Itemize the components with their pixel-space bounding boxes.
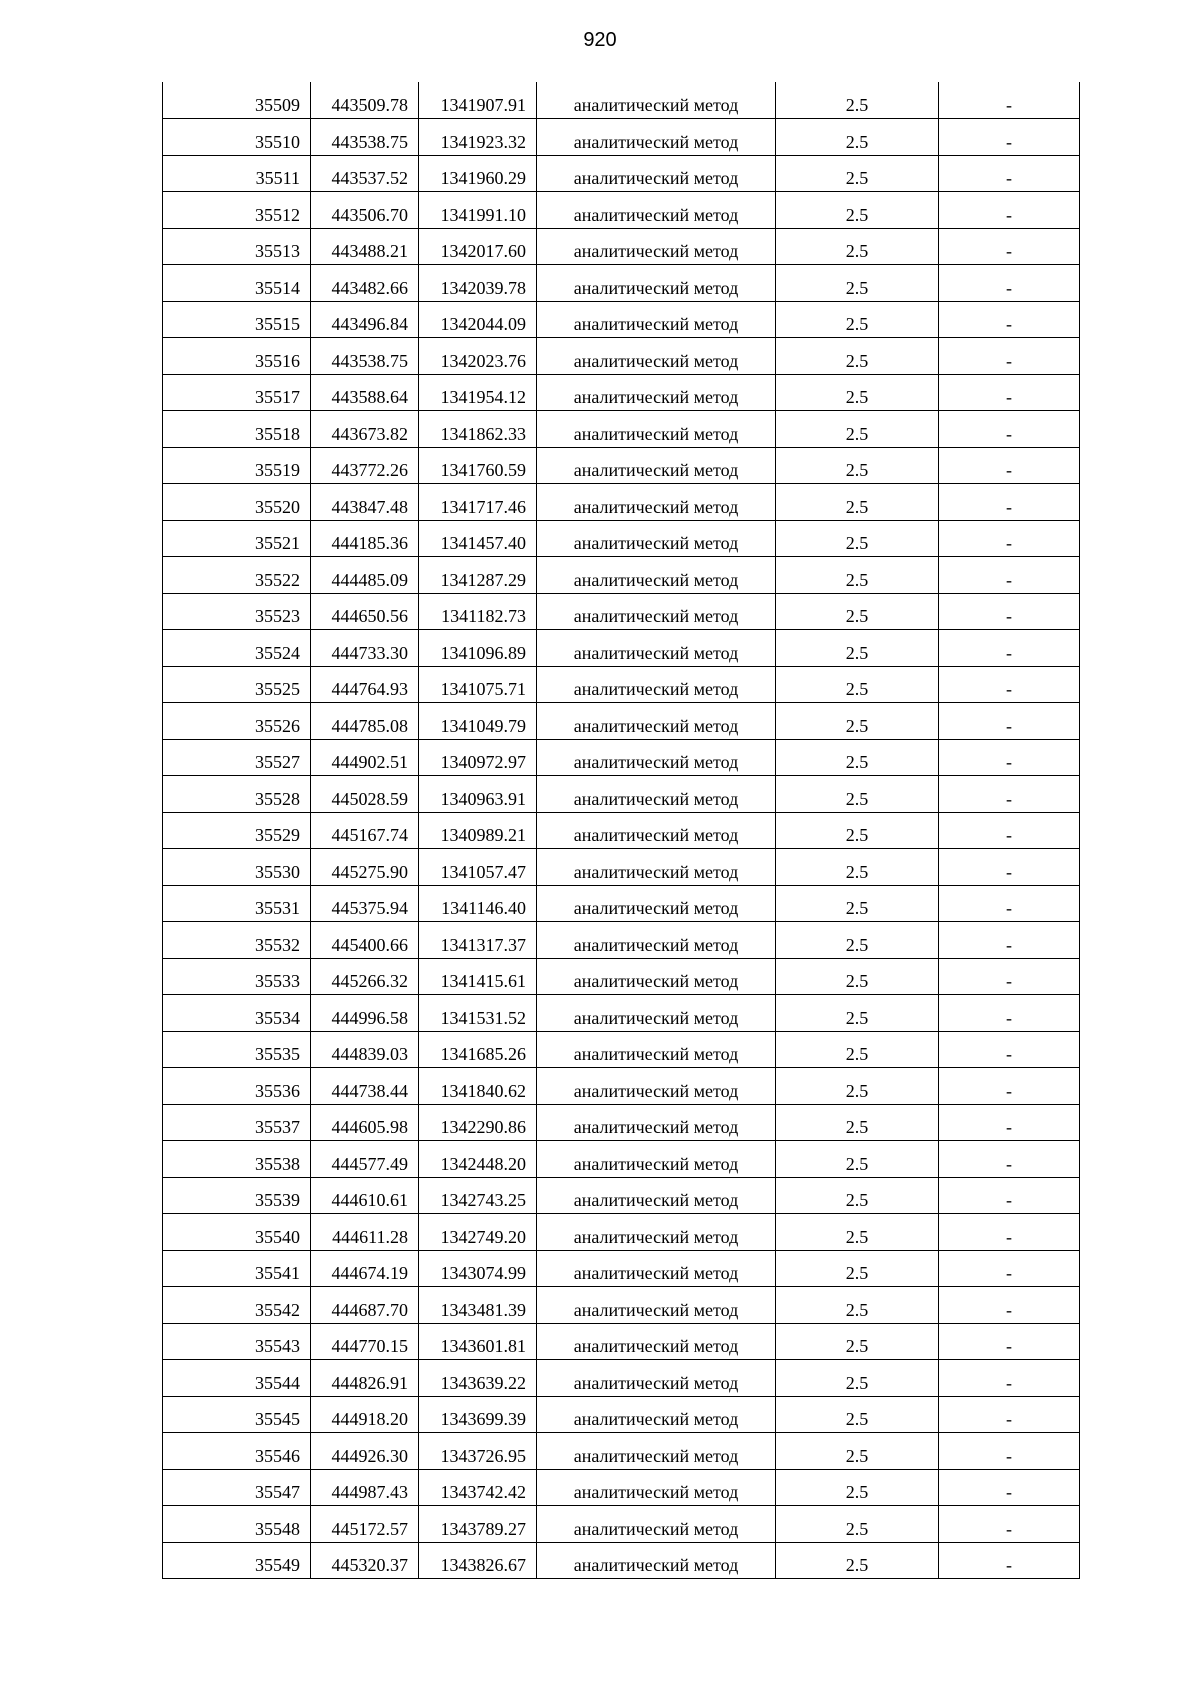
point-number-cell: 35515 [163, 301, 311, 338]
x-coordinate-cell: 444926.30 [311, 1433, 419, 1470]
note-cell: - [939, 192, 1080, 229]
accuracy-cell: 2.5 [776, 812, 939, 849]
table-row [163, 1469, 1080, 1506]
note-cell: - [939, 958, 1080, 995]
y-coordinate-cell: 1342290.86 [419, 1104, 537, 1141]
method-cell: аналитический метод [537, 301, 776, 338]
accuracy-cell: 2.5 [776, 82, 939, 119]
x-coordinate-cell: 444733.30 [311, 630, 419, 667]
table-row [163, 374, 1080, 411]
x-coordinate-cell: 444738.44 [311, 1068, 419, 1105]
table-row [163, 520, 1080, 557]
x-coordinate-cell: 443538.75 [311, 338, 419, 375]
point-number-cell: 35540 [163, 1214, 311, 1251]
y-coordinate-cell: 1340963.91 [419, 776, 537, 813]
accuracy-cell: 2.5 [776, 447, 939, 484]
point-number-cell: 35544 [163, 1360, 311, 1397]
method-cell: аналитический метод [537, 1214, 776, 1251]
x-coordinate-cell: 444674.19 [311, 1250, 419, 1287]
y-coordinate-cell: 1340972.97 [419, 739, 537, 776]
y-coordinate-cell: 1341760.59 [419, 447, 537, 484]
x-coordinate-cell: 444785.08 [311, 703, 419, 740]
point-number-cell: 35520 [163, 484, 311, 521]
accuracy-cell: 2.5 [776, 1177, 939, 1214]
y-coordinate-cell: 1343074.99 [419, 1250, 537, 1287]
x-coordinate-cell: 445167.74 [311, 812, 419, 849]
y-coordinate-cell: 1341840.62 [419, 1068, 537, 1105]
point-number-cell: 35536 [163, 1068, 311, 1105]
method-cell: аналитический метод [537, 630, 776, 667]
y-coordinate-cell: 1343481.39 [419, 1287, 537, 1324]
y-coordinate-cell: 1341096.89 [419, 630, 537, 667]
note-cell: - [939, 703, 1080, 740]
x-coordinate-cell: 444611.28 [311, 1214, 419, 1251]
x-coordinate-cell: 445172.57 [311, 1506, 419, 1543]
x-coordinate-cell: 444987.43 [311, 1469, 419, 1506]
table-row [163, 1506, 1080, 1543]
accuracy-cell: 2.5 [776, 593, 939, 630]
method-cell: аналитический метод [537, 1506, 776, 1543]
point-number-cell: 35523 [163, 593, 311, 630]
point-number-cell: 35527 [163, 739, 311, 776]
x-coordinate-cell: 443847.48 [311, 484, 419, 521]
method-cell: аналитический метод [537, 447, 776, 484]
y-coordinate-cell: 1343742.42 [419, 1469, 537, 1506]
x-coordinate-cell: 444185.36 [311, 520, 419, 557]
accuracy-cell: 2.5 [776, 557, 939, 594]
method-cell: аналитический метод [537, 703, 776, 740]
table-row [163, 82, 1080, 119]
method-cell: аналитический метод [537, 1031, 776, 1068]
accuracy-cell: 2.5 [776, 995, 939, 1032]
x-coordinate-cell: 443488.21 [311, 228, 419, 265]
table-row [163, 1250, 1080, 1287]
method-cell: аналитический метод [537, 155, 776, 192]
x-coordinate-cell: 444485.09 [311, 557, 419, 594]
x-coordinate-cell: 443506.70 [311, 192, 419, 229]
note-cell: - [939, 411, 1080, 448]
method-cell: аналитический метод [537, 1396, 776, 1433]
y-coordinate-cell: 1342448.20 [419, 1141, 537, 1178]
point-number-cell: 35524 [163, 630, 311, 667]
point-number-cell: 35543 [163, 1323, 311, 1360]
accuracy-cell: 2.5 [776, 1433, 939, 1470]
method-cell: аналитический метод [537, 1542, 776, 1579]
method-cell: аналитический метод [537, 666, 776, 703]
x-coordinate-cell: 444918.20 [311, 1396, 419, 1433]
accuracy-cell: 2.5 [776, 958, 939, 995]
point-number-cell: 35510 [163, 119, 311, 156]
note-cell: - [939, 849, 1080, 886]
table-row [163, 666, 1080, 703]
table-row [163, 192, 1080, 229]
table-row [163, 155, 1080, 192]
method-cell: аналитический метод [537, 1104, 776, 1141]
method-cell: аналитический метод [537, 265, 776, 302]
table-row [163, 301, 1080, 338]
y-coordinate-cell: 1341182.73 [419, 593, 537, 630]
note-cell: - [939, 119, 1080, 156]
note-cell: - [939, 374, 1080, 411]
x-coordinate-cell: 443772.26 [311, 447, 419, 484]
accuracy-cell: 2.5 [776, 265, 939, 302]
x-coordinate-cell: 444687.70 [311, 1287, 419, 1324]
y-coordinate-cell: 1341287.29 [419, 557, 537, 594]
method-cell: аналитический метод [537, 119, 776, 156]
accuracy-cell: 2.5 [776, 1287, 939, 1324]
table-row [163, 411, 1080, 448]
point-number-cell: 35530 [163, 849, 311, 886]
accuracy-cell: 2.5 [776, 849, 939, 886]
x-coordinate-cell: 443509.78 [311, 82, 419, 119]
y-coordinate-cell: 1341685.26 [419, 1031, 537, 1068]
y-coordinate-cell: 1341146.40 [419, 885, 537, 922]
accuracy-cell: 2.5 [776, 1141, 939, 1178]
method-cell: аналитический метод [537, 849, 776, 886]
note-cell: - [939, 1360, 1080, 1397]
point-number-cell: 35526 [163, 703, 311, 740]
note-cell: - [939, 1323, 1080, 1360]
x-coordinate-cell: 445028.59 [311, 776, 419, 813]
accuracy-cell: 2.5 [776, 703, 939, 740]
point-number-cell: 35532 [163, 922, 311, 959]
note-cell: - [939, 155, 1080, 192]
table-row [163, 1542, 1080, 1579]
table-row [163, 484, 1080, 521]
table-row [163, 1141, 1080, 1178]
note-cell: - [939, 301, 1080, 338]
y-coordinate-cell: 1341075.71 [419, 666, 537, 703]
note-cell: - [939, 1141, 1080, 1178]
table-row [163, 739, 1080, 776]
point-number-cell: 35533 [163, 958, 311, 995]
point-number-cell: 35546 [163, 1433, 311, 1470]
accuracy-cell: 2.5 [776, 1506, 939, 1543]
point-number-cell: 35521 [163, 520, 311, 557]
accuracy-cell: 2.5 [776, 1542, 939, 1579]
y-coordinate-cell: 1341907.91 [419, 82, 537, 119]
method-cell: аналитический метод [537, 1323, 776, 1360]
point-number-cell: 35539 [163, 1177, 311, 1214]
y-coordinate-cell: 1341991.10 [419, 192, 537, 229]
note-cell: - [939, 1287, 1080, 1324]
table-row [163, 265, 1080, 302]
note-cell: - [939, 338, 1080, 375]
method-cell: аналитический метод [537, 520, 776, 557]
y-coordinate-cell: 1340989.21 [419, 812, 537, 849]
accuracy-cell: 2.5 [776, 374, 939, 411]
method-cell: аналитический метод [537, 1433, 776, 1470]
method-cell: аналитический метод [537, 1141, 776, 1178]
note-cell: - [939, 557, 1080, 594]
point-number-cell: 35522 [163, 557, 311, 594]
note-cell: - [939, 1542, 1080, 1579]
y-coordinate-cell: 1342039.78 [419, 265, 537, 302]
accuracy-cell: 2.5 [776, 1469, 939, 1506]
accuracy-cell: 2.5 [776, 520, 939, 557]
point-number-cell: 35538 [163, 1141, 311, 1178]
note-cell: - [939, 1031, 1080, 1068]
note-cell: - [939, 484, 1080, 521]
table-row [163, 557, 1080, 594]
method-cell: аналитический метод [537, 1469, 776, 1506]
table-row [163, 922, 1080, 959]
table-row [163, 776, 1080, 813]
point-number-cell: 35518 [163, 411, 311, 448]
note-cell: - [939, 593, 1080, 630]
note-cell: - [939, 995, 1080, 1032]
table-row [163, 1287, 1080, 1324]
table-row [163, 447, 1080, 484]
method-cell: аналитический метод [537, 1068, 776, 1105]
table-row [163, 958, 1080, 995]
accuracy-cell: 2.5 [776, 484, 939, 521]
table-body [163, 82, 1080, 1579]
note-cell: - [939, 1214, 1080, 1251]
x-coordinate-cell: 443588.64 [311, 374, 419, 411]
y-coordinate-cell: 1342044.09 [419, 301, 537, 338]
y-coordinate-cell: 1341317.37 [419, 922, 537, 959]
y-coordinate-cell: 1343789.27 [419, 1506, 537, 1543]
method-cell: аналитический метод [537, 776, 776, 813]
table-row [163, 1214, 1080, 1251]
point-number-cell: 35512 [163, 192, 311, 229]
note-cell: - [939, 922, 1080, 959]
point-number-cell: 35511 [163, 155, 311, 192]
table-row [163, 812, 1080, 849]
point-number-cell: 35537 [163, 1104, 311, 1141]
y-coordinate-cell: 1341954.12 [419, 374, 537, 411]
method-cell: аналитический метод [537, 593, 776, 630]
table-row [163, 338, 1080, 375]
accuracy-cell: 2.5 [776, 301, 939, 338]
point-number-cell: 35547 [163, 1469, 311, 1506]
accuracy-cell: 2.5 [776, 192, 939, 229]
y-coordinate-cell: 1343726.95 [419, 1433, 537, 1470]
accuracy-cell: 2.5 [776, 1360, 939, 1397]
y-coordinate-cell: 1343699.39 [419, 1396, 537, 1433]
x-coordinate-cell: 443538.75 [311, 119, 419, 156]
y-coordinate-cell: 1341049.79 [419, 703, 537, 740]
x-coordinate-cell: 444770.15 [311, 1323, 419, 1360]
accuracy-cell: 2.5 [776, 666, 939, 703]
accuracy-cell: 2.5 [776, 155, 939, 192]
y-coordinate-cell: 1341862.33 [419, 411, 537, 448]
y-coordinate-cell: 1341717.46 [419, 484, 537, 521]
x-coordinate-cell: 443482.66 [311, 265, 419, 302]
table-row [163, 1177, 1080, 1214]
note-cell: - [939, 1250, 1080, 1287]
table-row [163, 593, 1080, 630]
method-cell: аналитический метод [537, 228, 776, 265]
method-cell: аналитический метод [537, 557, 776, 594]
x-coordinate-cell: 443673.82 [311, 411, 419, 448]
note-cell: - [939, 1469, 1080, 1506]
method-cell: аналитический метод [537, 484, 776, 521]
accuracy-cell: 2.5 [776, 630, 939, 667]
note-cell: - [939, 82, 1080, 119]
method-cell: аналитический метод [537, 1250, 776, 1287]
point-number-cell: 35528 [163, 776, 311, 813]
method-cell: аналитический метод [537, 995, 776, 1032]
table-row [163, 995, 1080, 1032]
point-number-cell: 35545 [163, 1396, 311, 1433]
method-cell: аналитический метод [537, 885, 776, 922]
point-number-cell: 35541 [163, 1250, 311, 1287]
method-cell: аналитический метод [537, 192, 776, 229]
table-row [163, 1323, 1080, 1360]
y-coordinate-cell: 1341415.61 [419, 958, 537, 995]
point-number-cell: 35513 [163, 228, 311, 265]
page-number: 920 [583, 29, 617, 51]
x-coordinate-cell: 445375.94 [311, 885, 419, 922]
note-cell: - [939, 1433, 1080, 1470]
accuracy-cell: 2.5 [776, 776, 939, 813]
table-row [163, 703, 1080, 740]
point-number-cell: 35535 [163, 1031, 311, 1068]
accuracy-cell: 2.5 [776, 739, 939, 776]
method-cell: аналитический метод [537, 1287, 776, 1324]
y-coordinate-cell: 1342023.76 [419, 338, 537, 375]
point-number-cell: 35516 [163, 338, 311, 375]
x-coordinate-cell: 444902.51 [311, 739, 419, 776]
accuracy-cell: 2.5 [776, 1031, 939, 1068]
x-coordinate-cell: 443537.52 [311, 155, 419, 192]
note-cell: - [939, 666, 1080, 703]
table-row [163, 119, 1080, 156]
accuracy-cell: 2.5 [776, 228, 939, 265]
table-row [163, 1396, 1080, 1433]
y-coordinate-cell: 1341531.52 [419, 995, 537, 1032]
y-coordinate-cell: 1342743.25 [419, 1177, 537, 1214]
accuracy-cell: 2.5 [776, 922, 939, 959]
table-row [163, 630, 1080, 667]
point-number-cell: 35517 [163, 374, 311, 411]
x-coordinate-cell: 444764.93 [311, 666, 419, 703]
y-coordinate-cell: 1342017.60 [419, 228, 537, 265]
x-coordinate-cell: 443496.84 [311, 301, 419, 338]
accuracy-cell: 2.5 [776, 1214, 939, 1251]
method-cell: аналитический метод [537, 411, 776, 448]
point-number-cell: 35542 [163, 1287, 311, 1324]
note-cell: - [939, 1177, 1080, 1214]
point-number-cell: 35548 [163, 1506, 311, 1543]
x-coordinate-cell: 444826.91 [311, 1360, 419, 1397]
table-row [163, 1031, 1080, 1068]
table-row [163, 885, 1080, 922]
y-coordinate-cell: 1343639.22 [419, 1360, 537, 1397]
accuracy-cell: 2.5 [776, 119, 939, 156]
x-coordinate-cell: 444650.56 [311, 593, 419, 630]
x-coordinate-cell: 444577.49 [311, 1141, 419, 1178]
method-cell: аналитический метод [537, 82, 776, 119]
y-coordinate-cell: 1341960.29 [419, 155, 537, 192]
note-cell: - [939, 520, 1080, 557]
point-number-cell: 35529 [163, 812, 311, 849]
point-number-cell: 35549 [163, 1542, 311, 1579]
note-cell: - [939, 812, 1080, 849]
method-cell: аналитический метод [537, 374, 776, 411]
x-coordinate-cell: 445266.32 [311, 958, 419, 995]
method-cell: аналитический метод [537, 812, 776, 849]
y-coordinate-cell: 1341923.32 [419, 119, 537, 156]
y-coordinate-cell: 1341057.47 [419, 849, 537, 886]
method-cell: аналитический метод [537, 739, 776, 776]
coordinates-table [162, 82, 1080, 1579]
x-coordinate-cell: 445400.66 [311, 922, 419, 959]
x-coordinate-cell: 444610.61 [311, 1177, 419, 1214]
x-coordinate-cell: 445320.37 [311, 1542, 419, 1579]
method-cell: аналитический метод [537, 1360, 776, 1397]
point-number-cell: 35514 [163, 265, 311, 302]
accuracy-cell: 2.5 [776, 1396, 939, 1433]
method-cell: аналитический метод [537, 338, 776, 375]
point-number-cell: 35519 [163, 447, 311, 484]
note-cell: - [939, 630, 1080, 667]
table-row [163, 1104, 1080, 1141]
note-cell: - [939, 1506, 1080, 1543]
table-row [163, 1433, 1080, 1470]
table-row [163, 1068, 1080, 1105]
note-cell: - [939, 885, 1080, 922]
accuracy-cell: 2.5 [776, 411, 939, 448]
note-cell: - [939, 1104, 1080, 1141]
note-cell: - [939, 1068, 1080, 1105]
accuracy-cell: 2.5 [776, 1068, 939, 1105]
point-number-cell: 35531 [163, 885, 311, 922]
table-row [163, 1360, 1080, 1397]
x-coordinate-cell: 445275.90 [311, 849, 419, 886]
point-number-cell: 35509 [163, 82, 311, 119]
note-cell: - [939, 228, 1080, 265]
y-coordinate-cell: 1343826.67 [419, 1542, 537, 1579]
method-cell: аналитический метод [537, 1177, 776, 1214]
accuracy-cell: 2.5 [776, 1104, 939, 1141]
note-cell: - [939, 265, 1080, 302]
table-row [163, 228, 1080, 265]
point-number-cell: 35525 [163, 666, 311, 703]
note-cell: - [939, 739, 1080, 776]
y-coordinate-cell: 1342749.20 [419, 1214, 537, 1251]
table-row [163, 849, 1080, 886]
accuracy-cell: 2.5 [776, 1250, 939, 1287]
point-number-cell: 35534 [163, 995, 311, 1032]
note-cell: - [939, 776, 1080, 813]
x-coordinate-cell: 444605.98 [311, 1104, 419, 1141]
accuracy-cell: 2.5 [776, 1323, 939, 1360]
x-coordinate-cell: 444996.58 [311, 995, 419, 1032]
accuracy-cell: 2.5 [776, 885, 939, 922]
method-cell: аналитический метод [537, 922, 776, 959]
y-coordinate-cell: 1343601.81 [419, 1323, 537, 1360]
note-cell: - [939, 1396, 1080, 1433]
accuracy-cell: 2.5 [776, 338, 939, 375]
method-cell: аналитический метод [537, 958, 776, 995]
note-cell: - [939, 447, 1080, 484]
x-coordinate-cell: 444839.03 [311, 1031, 419, 1068]
y-coordinate-cell: 1341457.40 [419, 520, 537, 557]
